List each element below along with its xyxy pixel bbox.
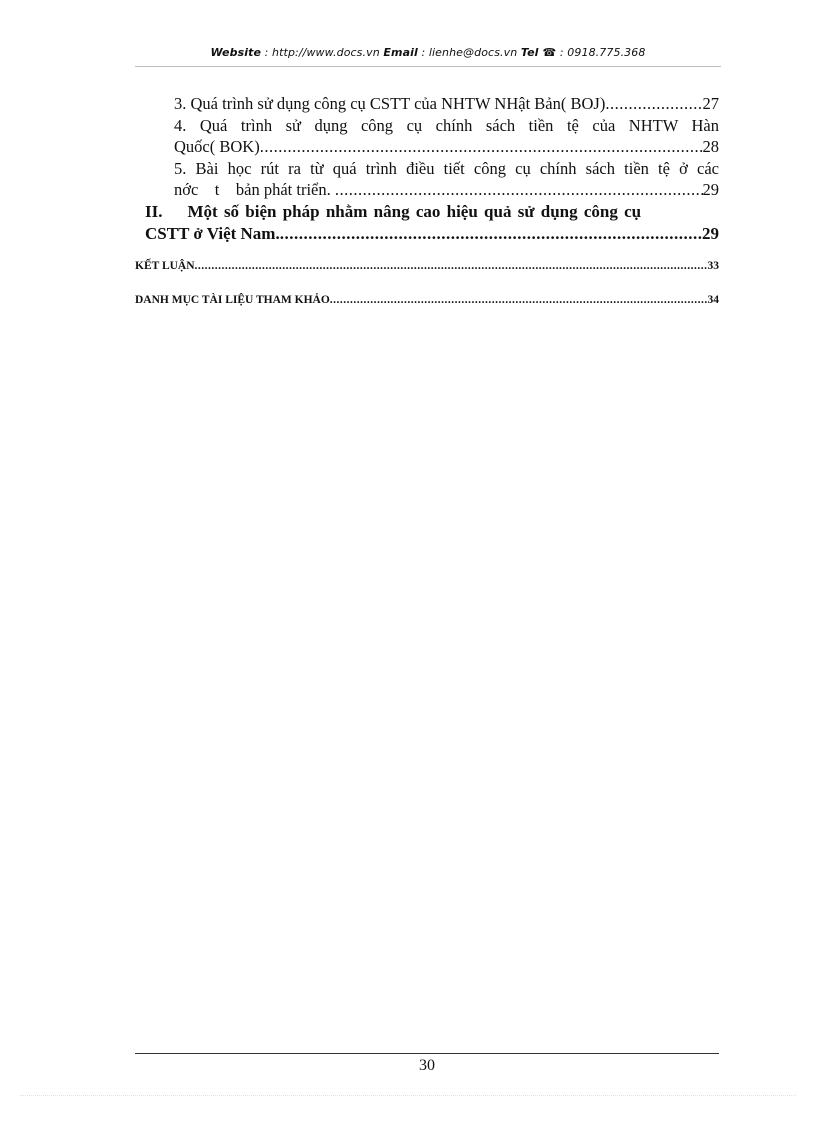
toc-page-number: 29 bbox=[702, 180, 719, 199]
toc-entry-5[interactable] bbox=[135, 158, 719, 201]
toc-page-number: 29 bbox=[702, 223, 719, 243]
tel-value: : 0918.775.368 bbox=[556, 46, 646, 59]
toc-entry-text: 3. Quá trình sử dụng công cụ CSTT của NHTW NHật Bản( BOJ) bbox=[174, 94, 606, 113]
toc-entry-section-ii-line bbox=[145, 223, 719, 245]
website-label: Website bbox=[210, 46, 262, 59]
page-header bbox=[135, 46, 721, 59]
toc-page-number: 33 bbox=[707, 259, 719, 272]
toc-entry-text: KẾT LUẬN bbox=[135, 259, 195, 272]
toc-entry-text: Quốc( BOK) bbox=[174, 137, 260, 156]
toc-entry-text-line1: 5. Bài học rút ra từ quá trình điều tiết công cụ chính sách tiền tệ ở các bbox=[174, 158, 719, 178]
phone-icon: ☎ bbox=[542, 46, 557, 59]
toc-page-number: 27 bbox=[702, 94, 719, 113]
page-bottom-edge bbox=[20, 1095, 796, 1096]
toc-entry-3[interactable] bbox=[135, 93, 719, 115]
toc-page-number: 28 bbox=[702, 137, 719, 156]
toc-entry-4[interactable] bbox=[135, 115, 719, 158]
toc-entry-4-line bbox=[174, 136, 719, 158]
footer-divider bbox=[135, 1053, 719, 1054]
toc-leader-dots bbox=[335, 179, 703, 201]
toc-entry-text: nớc t bản phát triển. bbox=[174, 180, 335, 199]
website-value: : http://www.docs.vn bbox=[261, 46, 384, 59]
toc-leader-dots bbox=[260, 136, 703, 158]
toc-entry-references-line bbox=[135, 293, 719, 307]
toc-leader-dots bbox=[195, 259, 708, 273]
toc-entry-3-line bbox=[174, 93, 719, 115]
toc-entry-5-line bbox=[174, 179, 719, 201]
email-value: : lienhe@docs.vn bbox=[417, 46, 521, 59]
toc-entry-section-ii[interactable] bbox=[135, 201, 719, 245]
toc-entry-references[interactable] bbox=[135, 293, 719, 307]
toc-entry-ket-luan[interactable] bbox=[135, 259, 719, 273]
toc-entry-text: DANH MỤC TÀI LIỆU THAM KHẢO bbox=[135, 293, 330, 306]
page-number: 30 bbox=[419, 1057, 435, 1074]
header-divider bbox=[135, 66, 721, 67]
toc-entry-text-line1: II. Một số biện pháp nhằm nâng cao hiệu quả sử dụng công cụ bbox=[145, 201, 642, 221]
toc-leader-dots bbox=[605, 93, 702, 115]
toc-page-number: 34 bbox=[707, 293, 719, 306]
table-of-contents bbox=[135, 93, 719, 307]
toc-leader-dots bbox=[330, 293, 708, 307]
toc-leader-dots bbox=[280, 223, 702, 245]
email-label: Email bbox=[383, 46, 418, 59]
toc-entry-text: CSTT ở Việt Nam. bbox=[145, 223, 280, 243]
tel-label: Tel bbox=[520, 46, 543, 59]
toc-entry-ket-luan-line bbox=[135, 259, 719, 273]
toc-entry-text-line1: 4. Quá trình sử dụng công cụ chính sách tiền tệ của NHTW Hàn bbox=[174, 115, 719, 135]
